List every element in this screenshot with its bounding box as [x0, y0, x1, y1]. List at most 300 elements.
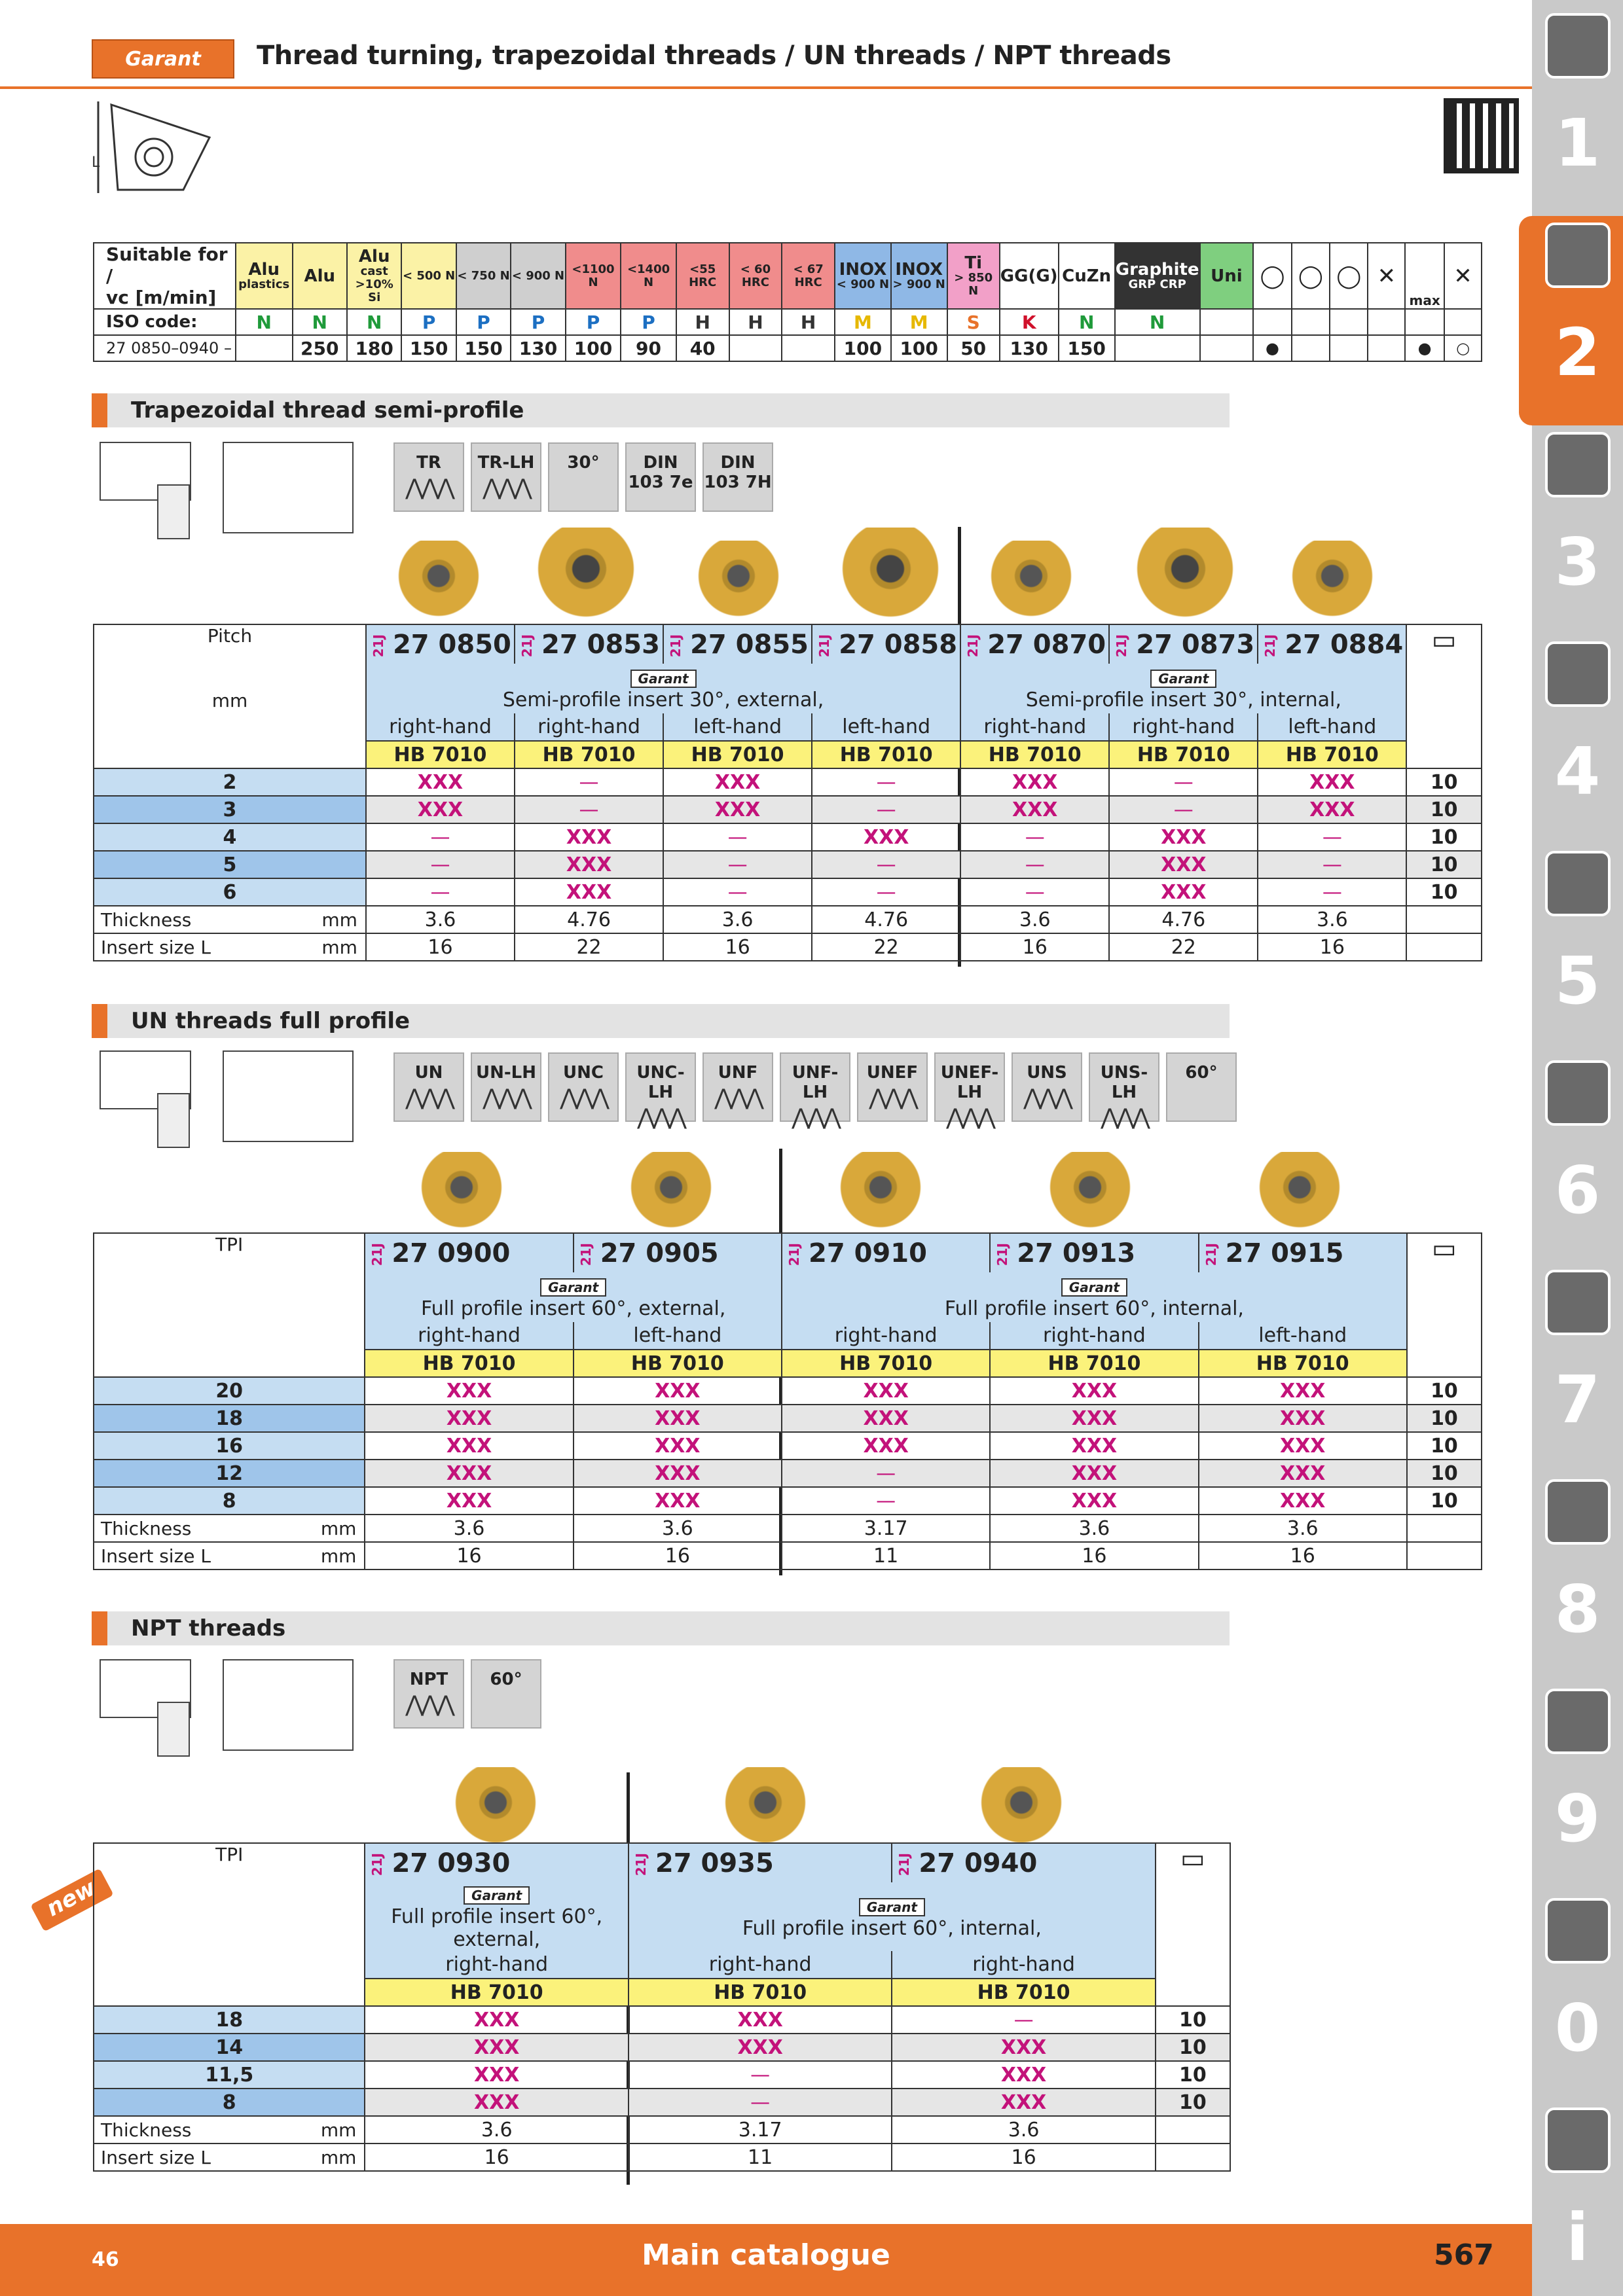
article-code: 21J 27 0930 [365, 1843, 628, 1882]
footer-title: Main catalogue [642, 2238, 890, 2272]
key-header: TPI [94, 1843, 365, 2006]
size-value: 16 [960, 933, 1109, 961]
pack-quantity: 10 [1407, 1460, 1482, 1487]
vc-5: 130 [511, 335, 565, 361]
size-value: 16 [574, 1542, 782, 1570]
thread-badge-uns: UNS ⋀⋀⋀ [1012, 1052, 1082, 1122]
thickness-value: 3.6 [365, 1515, 573, 1542]
insert-image [979, 1767, 1064, 1846]
symbol-value-1 [1292, 335, 1330, 361]
availability-cell: XXX [515, 851, 663, 878]
thickness-label: Thickness mm [94, 1515, 365, 1542]
grade-label: HB 7010 [663, 741, 812, 768]
hand-label: right-hand [782, 1322, 990, 1350]
article-code: 21J 27 0915 [1199, 1233, 1407, 1272]
symbol-value-0: ● [1253, 335, 1291, 361]
material-9: < 60 HRC [729, 243, 782, 309]
thickness-value: 3.6 [892, 2116, 1155, 2144]
chapter-7-number[interactable]: 7 [1554, 1361, 1601, 1438]
availability-cell: XXX [782, 1432, 990, 1460]
thread-badge-unef: UNEF ⋀⋀⋀ [857, 1052, 928, 1122]
material-1: Alu [293, 243, 347, 309]
key-value: 18 [94, 1405, 365, 1432]
hand-label: right-hand [892, 1951, 1155, 1979]
iso-1: N [293, 309, 347, 335]
availability-cell: XXX [629, 2006, 892, 2034]
thread-badge-npt: NPT ⋀⋀⋀ [393, 1659, 464, 1729]
chapter-5-icon[interactable] [1545, 851, 1611, 916]
key-value: 20 [94, 1377, 365, 1405]
pack-quantity: 10 [1156, 2061, 1230, 2089]
description-internal: Garant Full profile insert 60°, internal, [629, 1882, 1156, 1951]
availability-cell: XXX [1199, 1432, 1407, 1460]
availability-cell: — [960, 878, 1109, 906]
iso-2: N [347, 309, 401, 335]
vc-11: 100 [835, 335, 891, 361]
size-label: Insert size L mm [94, 1542, 365, 1570]
symbol-value-5: ○ [1444, 335, 1482, 361]
size-value: 16 [366, 933, 515, 961]
size-value: 22 [1109, 933, 1258, 961]
availability-cell: XXX [1258, 768, 1406, 796]
iso-12: M [891, 309, 947, 335]
thread-badge-unf-lh: UNF-LH ⋀⋀⋀ [780, 1052, 850, 1122]
chapter-8-number[interactable]: 8 [1554, 1571, 1601, 1647]
material-2: Alu cast >10% Si [347, 243, 401, 309]
availability-cell: XXX [990, 1460, 1198, 1487]
hand-label: right-hand [990, 1322, 1198, 1350]
thread-badge-unc: UNC ⋀⋀⋀ [548, 1052, 619, 1122]
description-internal: Garant Full profile insert 60°, internal, [782, 1272, 1407, 1322]
chapter-7-icon[interactable] [1545, 1270, 1611, 1335]
material-15: CuZn [1059, 243, 1115, 309]
availability-cell: XXX [574, 1377, 782, 1405]
grade-label: HB 7010 [1109, 741, 1258, 768]
max-icon: max [1405, 243, 1444, 309]
availability-cell: — [782, 1487, 990, 1515]
availability-cell: XXX [515, 823, 663, 851]
availability-cell: — [812, 796, 960, 823]
availability-cell: XXX [515, 878, 663, 906]
article-code: 21J 27 0853 [515, 624, 663, 664]
material-5: < 900 N [511, 243, 565, 309]
availability-cell: XXX [892, 2034, 1155, 2061]
availability-cell: — [515, 796, 663, 823]
grade-label: HB 7010 [892, 1979, 1155, 2006]
availability-cell: XXX [1199, 1460, 1407, 1487]
vc-14: 130 [1000, 335, 1059, 361]
availability-cell: XXX [365, 2034, 628, 2061]
article-code: 21J 27 0855 [663, 624, 812, 664]
section-title-npt: NPT threads [92, 1611, 1230, 1645]
chapter-i-icon[interactable] [1545, 2108, 1611, 2173]
article-code: 21J 27 0850 [366, 624, 515, 664]
availability-cell: XXX [1199, 1405, 1407, 1432]
vc-17 [1200, 335, 1254, 361]
key-value: 12 [94, 1460, 365, 1487]
chapter-6-number[interactable]: 6 [1554, 1152, 1601, 1229]
thread-badge-unc-lh: UNC-LH ⋀⋀⋀ [625, 1052, 696, 1122]
availability-cell: — [663, 823, 812, 851]
insert-image [1136, 528, 1234, 626]
section-title-trapezoidal: Trapezoidal thread semi-profile [92, 393, 1230, 427]
vc-6: 100 [566, 335, 621, 361]
insert-image [989, 541, 1074, 619]
size-value: 16 [1199, 1542, 1407, 1570]
article-code: 21J 27 0935 [629, 1843, 892, 1882]
rough-chip-icon: ◯ [1292, 243, 1330, 309]
vc-16 [1115, 335, 1200, 361]
insert-image [537, 528, 635, 626]
qr-code-icon[interactable] [1444, 98, 1519, 173]
insert-profile-diagram [92, 98, 223, 196]
pack-quantity-icon: ▭ [1156, 1843, 1230, 2006]
new-badge: new [30, 1869, 114, 1932]
thread-badge-unf: UNF ⋀⋀⋀ [702, 1052, 773, 1122]
material-12: INOX > 900 N [891, 243, 947, 309]
availability-cell: XXX [1199, 1487, 1407, 1515]
pack-quantity: 10 [1406, 878, 1482, 906]
availability-cell: XXX [960, 796, 1109, 823]
material-3: < 500 N [401, 243, 456, 309]
chapter-4-number[interactable]: 4 [1554, 733, 1601, 810]
pack-quantity: 10 [1406, 768, 1482, 796]
thickness-value: 3.6 [574, 1515, 782, 1542]
size-value: 16 [365, 1542, 573, 1570]
availability-cell: XXX [663, 768, 812, 796]
chapter-1-number[interactable]: 1 [1554, 105, 1601, 181]
chapter-1-icon[interactable] [1545, 13, 1611, 79]
availability-cell: XXX [574, 1460, 782, 1487]
grade-label: HB 7010 [990, 1350, 1198, 1377]
insert-image [1048, 1152, 1133, 1230]
size-value: 11 [629, 2144, 892, 2171]
material-10: < 67 HRC [782, 243, 835, 309]
availability-cell: — [960, 823, 1109, 851]
grade-label: HB 7010 [1258, 741, 1406, 768]
material-13: Ti > 850 N [947, 243, 1000, 309]
size-value: 16 [892, 2144, 1155, 2171]
availability-cell: XXX [629, 2034, 892, 2061]
iso-0: N [236, 309, 293, 335]
pack-quantity: 10 [1156, 2006, 1230, 2034]
thickness-value: 3.6 [1258, 906, 1406, 933]
hand-label: right-hand [365, 1322, 573, 1350]
availability-cell: — [366, 851, 515, 878]
chapter-5-number[interactable]: 5 [1554, 942, 1601, 1019]
iso-8: H [676, 309, 729, 335]
chapter-4-icon[interactable] [1545, 641, 1611, 707]
key-value: 8 [94, 2089, 365, 2116]
grade-label: HB 7010 [366, 741, 515, 768]
grade-label: HB 7010 [812, 741, 960, 768]
chapter-8-icon[interactable] [1545, 1479, 1611, 1545]
iso-4: P [456, 309, 511, 335]
iso-10: H [782, 309, 835, 335]
availability-cell: — [812, 878, 960, 906]
availability-cell: — [782, 1460, 990, 1487]
article-code: 21J 27 0884 [1258, 624, 1406, 664]
availability-cell: — [892, 2006, 1155, 2034]
description-external: Garant Full profile insert 60°, external, [365, 1882, 628, 1951]
round-chip-icon: ◯ [1253, 243, 1291, 309]
hand-label: right-hand [960, 713, 1109, 741]
key-value: 8 [94, 1487, 365, 1515]
key-value: 6 [94, 878, 366, 906]
availability-cell: — [1258, 851, 1406, 878]
availability-cell: — [366, 823, 515, 851]
thread-badge-unef-lh: UNEF-LH ⋀⋀⋀ [934, 1052, 1005, 1122]
thread-profile-icon: ⋀⋀⋀ [405, 475, 452, 501]
hand-label: left-hand [1199, 1322, 1407, 1350]
garant-logo: Garant [92, 39, 234, 79]
hand-label: left-hand [663, 713, 812, 741]
chapter-9-icon[interactable] [1545, 1689, 1611, 1754]
internal-thread-diagram [223, 442, 354, 533]
iso-code-label: ISO code: [94, 309, 236, 335]
insert-image [723, 1767, 808, 1846]
article-code: 21J 27 0858 [812, 624, 960, 664]
availability-cell: XXX [812, 823, 960, 851]
thread-badge-tr: TR ⋀⋀⋀ [393, 442, 464, 512]
pack-quantity: 10 [1407, 1377, 1482, 1405]
header-rule [0, 86, 1532, 89]
chapter-9-number[interactable]: 9 [1554, 1780, 1601, 1857]
availability-cell: XXX [365, 1405, 573, 1432]
iso-15: N [1059, 309, 1115, 335]
vc-13: 50 [947, 335, 1000, 361]
iso-13: S [947, 309, 1000, 335]
thread-profile-icon: ⋀⋀⋀ [560, 1085, 607, 1111]
article-code: 21J 27 0870 [960, 624, 1109, 664]
thread-badge-60-: 60° [471, 1659, 541, 1729]
thread-badge-30-: 30° [548, 442, 619, 512]
grade-label: HB 7010 [365, 1979, 628, 2006]
availability-cell: XXX [365, 2061, 628, 2089]
pack-quantity: 10 [1156, 2089, 1230, 2116]
insert-image [841, 528, 939, 626]
hand-label: right-hand [365, 1951, 628, 1979]
insert-image [419, 1152, 504, 1230]
chapter-6-icon[interactable] [1545, 1060, 1611, 1126]
thickness-value: 3.6 [366, 906, 515, 933]
un-threads-table [93, 1232, 1482, 1570]
size-label: Insert size L mm [94, 2144, 365, 2171]
internal-thread-diagram [223, 1659, 354, 1751]
pack-quantity: 10 [1156, 2034, 1230, 2061]
trapezoidal-table [93, 624, 1482, 961]
thread-profile-icon: ⋀⋀⋀ [405, 1085, 452, 1111]
availability-cell: — [1109, 768, 1258, 796]
availability-cell: XXX [990, 1432, 1198, 1460]
chapter-3-number[interactable]: 3 [1554, 524, 1601, 600]
availability-cell: — [1258, 878, 1406, 906]
article-code: 21J 27 0905 [574, 1233, 782, 1272]
hand-label: right-hand [366, 713, 515, 741]
thread-badge-din-103-7h: DIN 103 7H [702, 442, 773, 512]
key-value: 5 [94, 851, 366, 878]
availability-cell: XXX [1109, 823, 1258, 851]
vc-12: 100 [891, 335, 947, 361]
thread-badge-uns-lh: UNS-LH ⋀⋀⋀ [1089, 1052, 1159, 1122]
chapter-0-icon[interactable] [1545, 1898, 1611, 1964]
pack-quantity: 10 [1407, 1405, 1482, 1432]
internal-thread-diagram [223, 1050, 354, 1142]
availability-cell: XXX [365, 1432, 573, 1460]
thickness-value: 3.6 [663, 906, 812, 933]
external-holder-diagram [157, 484, 190, 539]
availability-cell: — [629, 2061, 892, 2089]
size-value: 11 [782, 1542, 990, 1570]
hand-label: right-hand [1109, 713, 1258, 741]
pack-quantity: 10 [1406, 851, 1482, 878]
availability-cell: — [366, 878, 515, 906]
pack-quantity: 10 [1407, 1487, 1482, 1515]
insert-image [396, 541, 481, 619]
article-code: 21J 27 0900 [365, 1233, 573, 1272]
hand-label: left-hand [1258, 713, 1406, 741]
vc-10 [782, 335, 835, 361]
grade-label: HB 7010 [960, 741, 1109, 768]
pack-quantity: 10 [1406, 796, 1482, 823]
key-header: TPI [94, 1233, 365, 1377]
availability-cell: — [629, 2089, 892, 2116]
iso-5: P [511, 309, 565, 335]
page-title: Thread turning, trapezoidal threads / UN threads / NPT threads [257, 41, 1171, 71]
availability-cell: XXX [366, 796, 515, 823]
thread-badge-60-: 60° [1166, 1052, 1237, 1122]
thread-badge-un: UN ⋀⋀⋀ [393, 1052, 464, 1122]
availability-cell: XXX [990, 1405, 1198, 1432]
key-value: 4 [94, 823, 366, 851]
availability-cell: — [960, 851, 1109, 878]
grade-label: HB 7010 [574, 1350, 782, 1377]
availability-cell: XXX [366, 768, 515, 796]
suitable-label: Suitable for / vc [m/min] [94, 243, 236, 309]
vc-8: 40 [676, 335, 729, 361]
grade-label: HB 7010 [782, 1350, 990, 1377]
material-8: <55 HRC [676, 243, 729, 309]
pack-quantity-icon: ▭ [1407, 1233, 1482, 1377]
thread-profile-icon: ⋀⋀⋀ [637, 1104, 684, 1130]
coolant-icon: ✕ [1368, 243, 1405, 309]
thread-badge-tr-lh: TR-LH ⋀⋀⋀ [471, 442, 541, 512]
availability-cell: XXX [960, 768, 1109, 796]
material-14: GG(G) [1000, 243, 1059, 309]
key-value: 3 [94, 796, 366, 823]
article-code: 21J 27 0913 [990, 1233, 1198, 1272]
thickness-value: 3.6 [365, 2116, 628, 2144]
availability-cell: XXX [365, 1377, 573, 1405]
article-code: 21J 27 0873 [1109, 624, 1258, 664]
key-value: 14 [94, 2034, 365, 2061]
page-number-left: 46 [92, 2248, 119, 2271]
chapter-3-icon[interactable] [1545, 432, 1611, 497]
chapter-0-number[interactable]: 0 [1554, 1990, 1601, 2066]
thickness-value: 4.76 [1109, 906, 1258, 933]
thread-profile-icon: ⋀⋀⋀ [869, 1085, 916, 1111]
thickness-label: Thickness mm [94, 2116, 365, 2144]
availability-cell: XXX [574, 1487, 782, 1515]
thickness-value: 3.6 [1199, 1515, 1407, 1542]
availability-cell: XXX [574, 1405, 782, 1432]
range-label: 27 0850–0940 – [94, 335, 236, 361]
thread-profile-icon: ⋀⋀⋀ [714, 1085, 761, 1111]
pack-quantity: 10 [1407, 1432, 1482, 1460]
availability-cell: — [663, 878, 812, 906]
material-11: INOX < 900 N [835, 243, 891, 309]
pack-quantity: 10 [1406, 823, 1482, 851]
availability-cell: XXX [782, 1405, 990, 1432]
iso-7: P [621, 309, 676, 335]
vc-3: 150 [401, 335, 456, 361]
key-value: 2 [94, 768, 366, 796]
vc-9 [729, 335, 782, 361]
insert-image [696, 541, 781, 619]
chapter-2-number[interactable]: 2 [1554, 314, 1601, 391]
availability-cell: XXX [990, 1377, 1198, 1405]
chapter-2-icon[interactable] [1545, 223, 1611, 288]
iso-16: N [1115, 309, 1200, 335]
size-label: Insert size L mm [94, 933, 366, 961]
description-internal: Garant Semi-profile insert 30°, internal, [960, 664, 1406, 713]
external-holder-diagram [157, 1093, 190, 1148]
vc-15: 150 [1059, 335, 1115, 361]
grade-label: HB 7010 [629, 1979, 892, 2006]
material-17: Uni [1200, 243, 1254, 309]
thread-profile-icon: ⋀⋀⋀ [792, 1104, 839, 1130]
size-value: 16 [365, 2144, 628, 2171]
availability-cell: — [1258, 823, 1406, 851]
key-header: Pitch mm [94, 624, 366, 768]
availability-cell: — [663, 851, 812, 878]
insert-image [1290, 541, 1375, 619]
availability-cell: XXX [1109, 878, 1258, 906]
thread-profile-icon: ⋀⋀⋀ [1023, 1085, 1070, 1111]
availability-cell: XXX [365, 1460, 573, 1487]
iso-6: P [566, 309, 621, 335]
chapter-i-number[interactable]: i [1566, 2199, 1589, 2276]
iso-9: H [729, 309, 782, 335]
availability-cell: XXX [782, 1377, 990, 1405]
article-code: 21J 27 0910 [782, 1233, 990, 1272]
hand-label: right-hand [629, 1951, 892, 1979]
key-value: 11,5 [94, 2061, 365, 2089]
availability-cell: XXX [990, 1487, 1198, 1515]
vc-1: 250 [293, 335, 347, 361]
insert-image [1257, 1152, 1342, 1230]
availability-cell: XXX [1199, 1377, 1407, 1405]
availability-cell: XXX [365, 2089, 628, 2116]
iso-11: M [835, 309, 891, 335]
page-number-right: 567 [1434, 2238, 1494, 2272]
material-0: Alu plastics [236, 243, 293, 309]
availability-cell: — [1109, 796, 1258, 823]
svg-text:L: L [92, 154, 100, 171]
availability-cell: XXX [1109, 851, 1258, 878]
hand-label: left-hand [574, 1322, 782, 1350]
section-title-un: UN threads full profile [92, 1004, 1230, 1038]
vc-7: 90 [621, 335, 676, 361]
availability-cell: XXX [892, 2089, 1155, 2116]
vc-4: 150 [456, 335, 511, 361]
thread-profile-icon: ⋀⋀⋀ [483, 1085, 530, 1111]
iso-3: P [401, 309, 456, 335]
symbol-value-2 [1330, 335, 1368, 361]
size-value: 16 [1258, 933, 1406, 961]
description-external: Garant Full profile insert 60°, external, [365, 1272, 782, 1322]
thread-profile-icon: ⋀⋀⋀ [1101, 1104, 1148, 1130]
